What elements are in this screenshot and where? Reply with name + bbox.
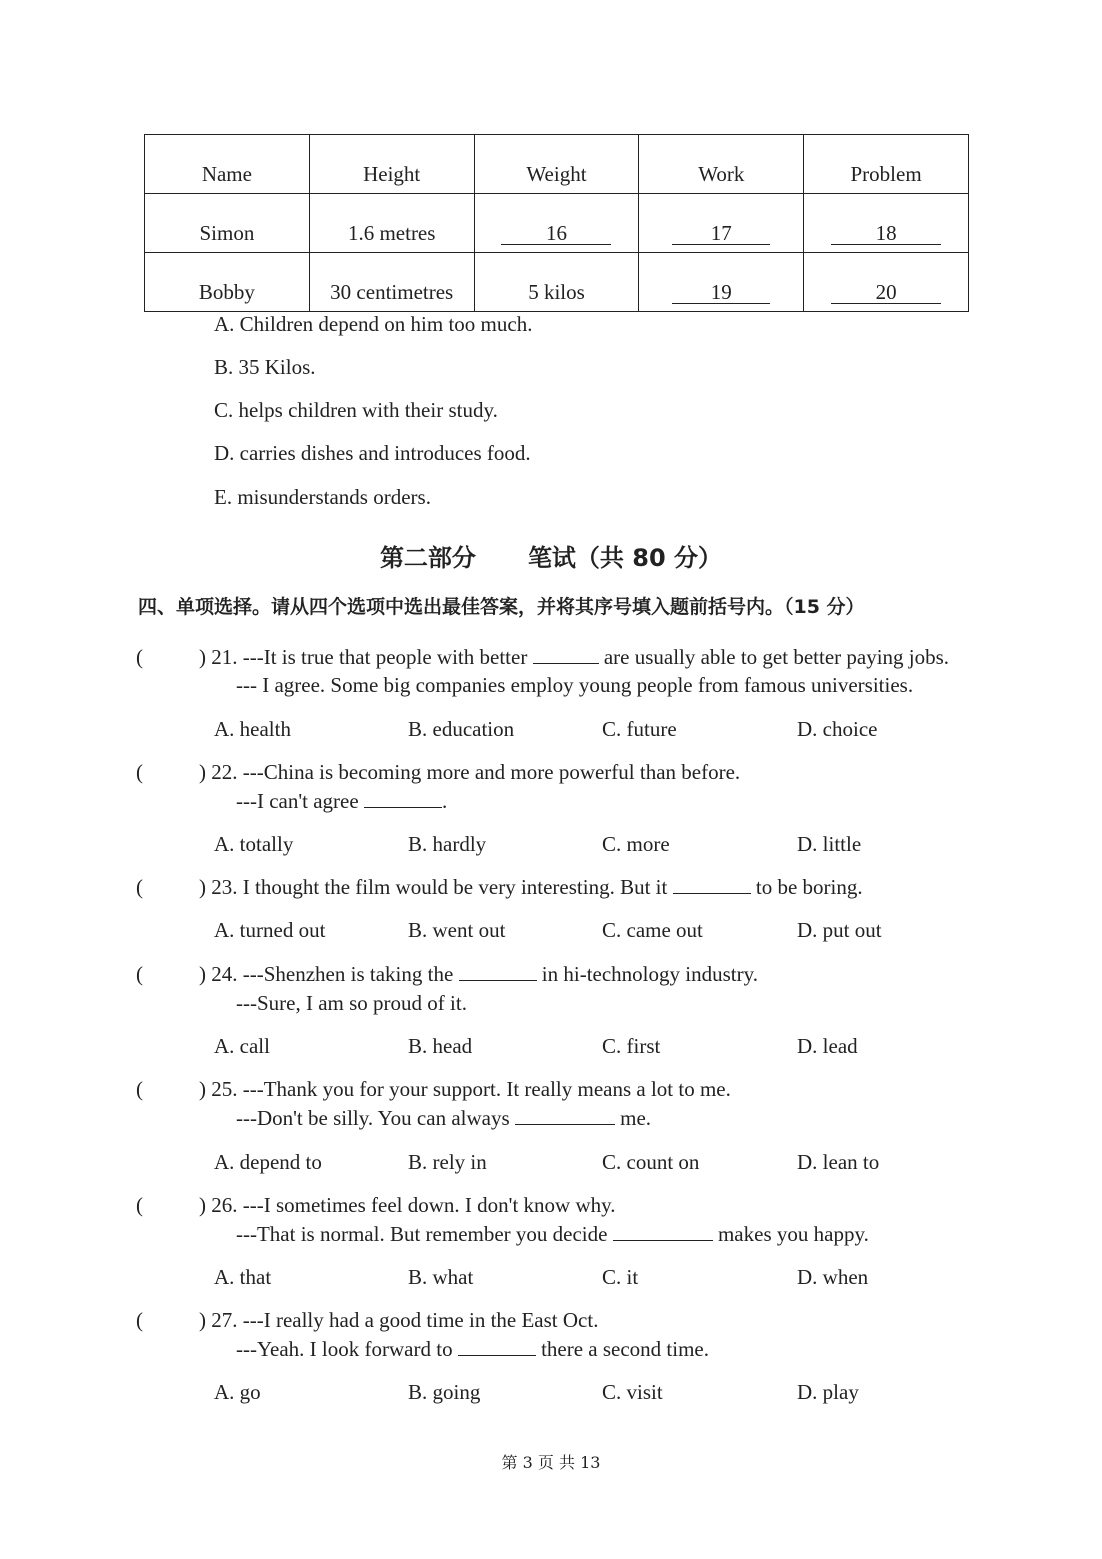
option-a[interactable]: A. health [214,717,291,741]
option-b[interactable]: B. hardly [408,832,487,856]
option-d[interactable]: D. choice [797,717,878,741]
question-22-line1: ) 22. ---China is becoming more and more powerful than before. [199,760,741,784]
option-a[interactable]: A. totally [214,832,294,856]
option-d[interactable]: D. when [797,1265,869,1289]
table-cell [639,194,804,253]
option-b[interactable]: B. rely in [408,1150,487,1174]
option-b[interactable]: B. going [408,1380,481,1404]
header-cell: Height [309,135,474,194]
question-26-line1: ) 26. ---I sometimes feel down. I don't know why. [199,1193,616,1217]
option-c[interactable]: C. count on [602,1150,700,1174]
table-cell [639,253,804,312]
option-a[interactable]: A. call [214,1034,270,1058]
table-cell [804,194,969,253]
header-cell: Weight [474,135,639,194]
question-21-line1: ) 21. ---It is true that people with better are usually able to get better paying jobs. [199,645,950,669]
question-21-line2: --- I agree. Some big companies employ young people from famous universities. [236,673,914,697]
table-cell: 30 centimetres [309,253,474,312]
question-23-line1: ) 23. I thought the film would be very interesting. But it to be boring. [199,875,863,899]
option-d[interactable]: D. lead [797,1034,858,1058]
table-cell [474,194,639,253]
listening-option: C. helps children with their study. [214,398,498,422]
option-a[interactable]: A. depend to [214,1150,322,1174]
answer-paren[interactable]: ( [136,645,143,669]
question-24-line1: ) 24. ---Shenzhen is taking the in hi-technology industry. [199,962,758,986]
blank-19: 19 [672,281,770,304]
blank-18: 18 [831,222,941,245]
question-25-line1: ) 25. ---Thank you for your support. It really means a lot to me. [199,1077,731,1101]
option-c[interactable]: C. more [602,832,670,856]
listening-option: B. 35 Kilos. [214,355,316,379]
answer-paren[interactable]: ( [136,875,143,899]
blank-20: 20 [831,281,941,304]
option-c[interactable]: C. first [602,1034,661,1058]
listening-option: A. Children depend on him too much. [214,312,533,336]
listening-option: D. carries dishes and introduces food. [214,441,531,465]
header-cell: Name [145,135,310,194]
answer-paren[interactable]: ( [136,1308,143,1332]
listening-option: E. misunderstands orders. [214,485,431,509]
table-row [145,194,969,253]
header-cell: Work [639,135,804,194]
option-b[interactable]: B. education [408,717,515,741]
blank-17: 17 [672,222,770,245]
option-c[interactable]: C. future [602,717,677,741]
section-instruction: 四、单项选择。请从四个选项中选出最佳答案，并将其序号填入题前括号内。（15 分） [138,596,865,618]
answer-paren[interactable]: ( [136,760,143,784]
option-a[interactable]: A. go [214,1380,261,1404]
option-d[interactable]: D. put out [797,918,882,942]
table-cell: 5 kilos [474,253,639,312]
table-cell [804,253,969,312]
part-title-right: 笔试（共 80 分） [527,544,723,572]
question-22-line2: ---I can't agree . [236,789,448,813]
page-footer: 第 3 页 共 13 [501,1453,601,1472]
option-a[interactable]: A. that [214,1265,272,1289]
question-25-line2: ---Don't be silly. You can always me. [236,1106,652,1130]
table-header-row [145,135,969,194]
question-27-line2: ---Yeah. I look forward to there a second time. [236,1337,709,1361]
table-cell: Bobby [145,253,310,312]
blank-16: 16 [501,222,611,245]
table-cell: 1.6 metres [309,194,474,253]
option-d[interactable]: D. lean to [797,1150,880,1174]
answer-paren[interactable]: ( [136,1077,143,1101]
option-a[interactable]: A. turned out [214,918,326,942]
option-d[interactable]: D. play [797,1380,859,1404]
answer-paren[interactable]: ( [136,1193,143,1217]
question-27-line1: ) 27. ---I really had a good time in the East Oct. [199,1308,599,1332]
option-b[interactable]: B. went out [408,918,506,942]
part-title [0,538,1102,573]
option-b[interactable]: B. head [408,1034,473,1058]
question-26-line2: ---That is normal. But remember you decide makes you happy. [236,1222,869,1246]
option-b[interactable]: B. what [408,1265,474,1289]
option-c[interactable]: C. visit [602,1380,663,1404]
option-c[interactable]: C. it [602,1265,639,1289]
header-cell: Problem [804,135,969,194]
table-row [145,253,969,312]
option-d[interactable]: D. little [797,832,862,856]
info-table [144,134,969,312]
answer-paren[interactable]: ( [136,962,143,986]
question-24-line2: ---Sure, I am so proud of it. [236,991,467,1015]
option-c[interactable]: C. came out [602,918,703,942]
table-cell: Simon [145,194,310,253]
part-title-left: 第二部分 [379,544,476,572]
